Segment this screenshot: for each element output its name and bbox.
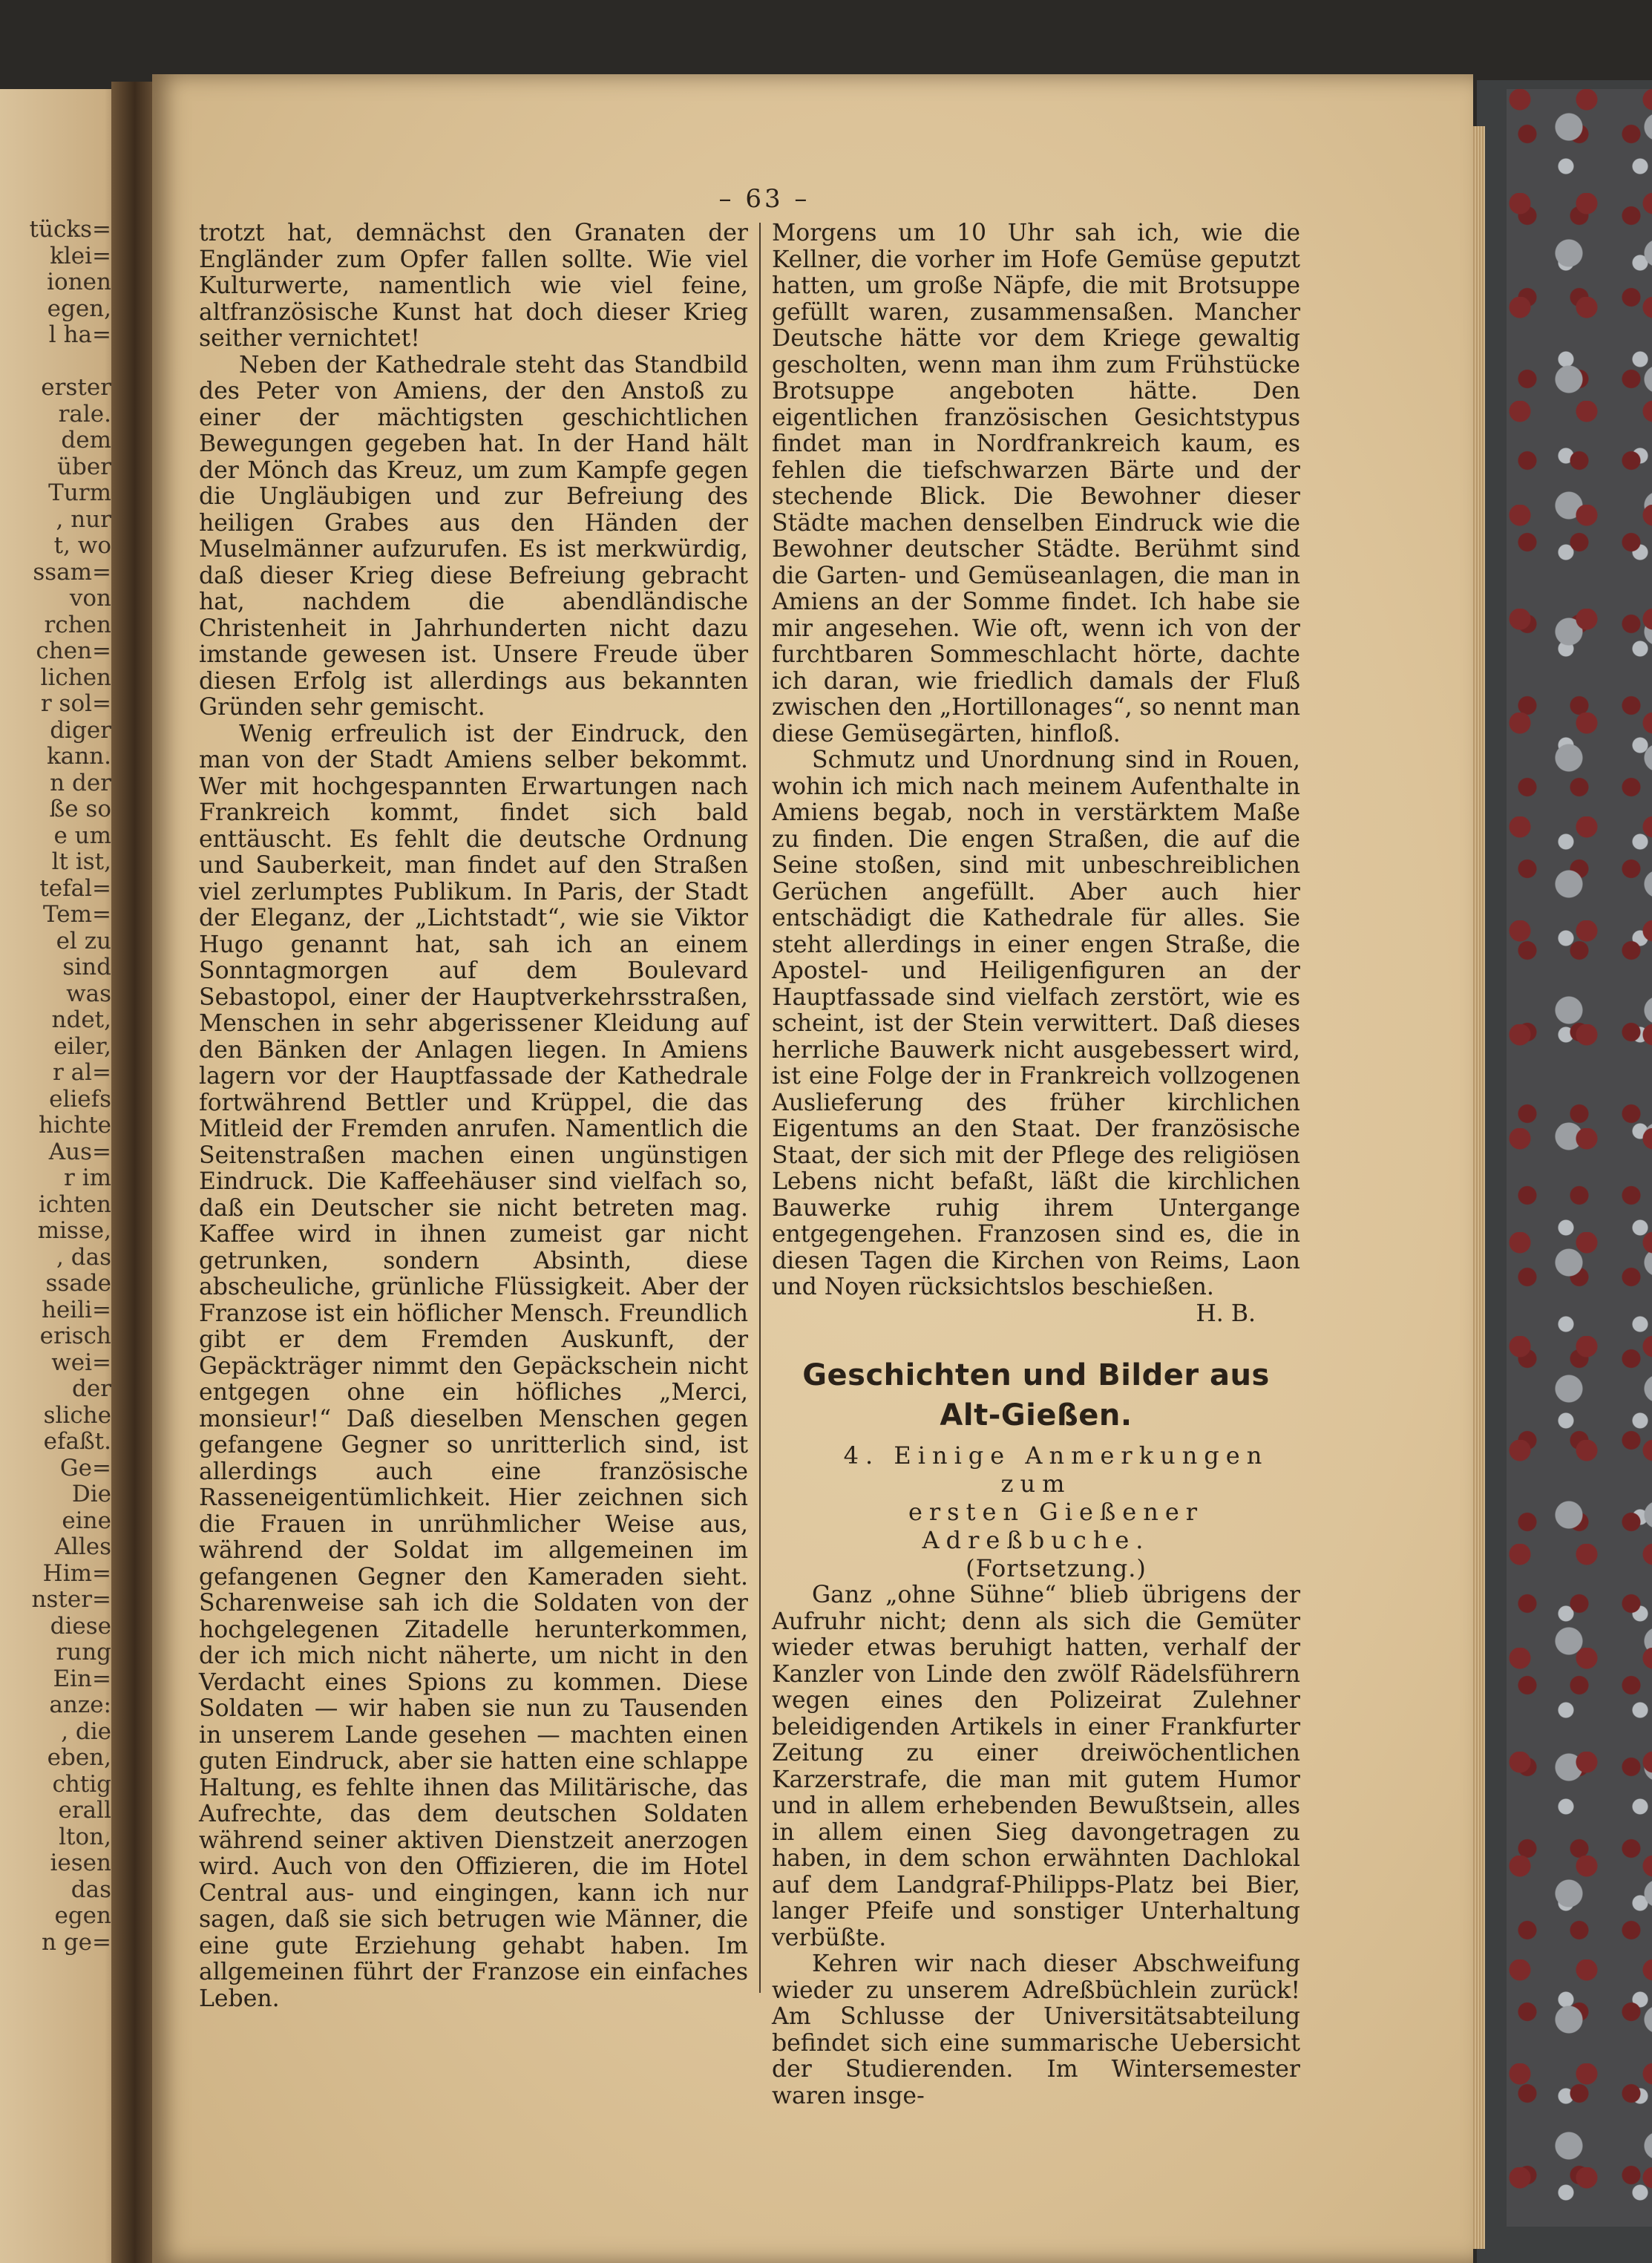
left-page-fragment: , nur [56, 505, 111, 533]
left-page-fragment: lt ist, [51, 848, 111, 875]
left-page-fragment: chen= [36, 638, 111, 664]
paragraph: Kehren wir nach dieser Abschweifung wieder zu unserem Adreßbüchlein zurück! Am Schlusse der Universitätsabteilung befindet sich eine summarische Uebersicht der Studierenden. Im Wintersemester waren insge- [772, 1951, 1300, 2109]
left-page-fragment: rung [56, 1639, 111, 1666]
left-page-fragment: rale. [58, 400, 111, 428]
left-page-fragment: tücks= [29, 217, 111, 243]
left-page-fragment: Tem= [43, 901, 111, 928]
left-column [199, 220, 748, 2012]
left-page-fragment: misse, [37, 1217, 111, 1244]
left-page-fragment: eine [62, 1507, 111, 1534]
paragraph: Neben der Kathedrale steht das Standbild des Peter von Amiens, der den Anstoß zu einer der mächtigsten geschichtlichen Bewegungen gegeben hat. In der Hand hält der Mönch das Kreuz, um zum Kampfe gegen die Ungläubigen und zur Befreiung des heiligen Grabes aus den Händen der Muselmänner aufzurufen. Es ist merkwürdig, daß dieser Krieg diese Befreiung gebracht hat, nachdem die abendländische Christenheit in Jahrhunderten nicht dazu imstande gewesen ist. Unsere Freude über diesen Erfolg ist allerdings aus bekannten Gründen sehr gemischt. [199, 351, 748, 721]
left-page-fragment: t, wo [53, 532, 111, 559]
continuation-note: (Fortsetzung.) [966, 1554, 1147, 1582]
left-page-text-fragments [0, 217, 111, 1956]
left-page-fragment: lichen [40, 664, 111, 691]
left-page-fragment: klei= [50, 242, 111, 269]
left-page-fragment: efaßt. [43, 1428, 111, 1455]
left-page-fragment: sind [62, 954, 111, 980]
subheading-line-2: ersten Gießener Adreßbuche. [908, 1498, 1204, 1554]
left-page-fragment: Turm [48, 479, 111, 506]
left-page-fragment: iesen [50, 1850, 111, 1876]
left-page-fragment: el zu [56, 927, 111, 954]
left-page-fragment: ße so [49, 796, 111, 822]
paragraph: Ganz „ohne Sühne“ blieb übrigens der Aufruhr nicht; denn als sich die Gemüter wieder etwas beruhigt hatten, verhalf der Kanzler von Linde den zwölf Rädelsführern wegen eines den Polizeirat Zulehner beleidigenden Artikels in einer Frankfurter Zeitung zu einer dreiwöchentlichen Karzerstrafe, die man mit gutem Humor und in allem erhebenden Bewußtsein, alles in allem einen Sieg davongetragen zu haben, in dem schon erwähnten Dachlokal auf dem Landgraf-Philipps-Platz bei Bier, langer Pfeife und sonstiger Unterhaltung verbüßte. [772, 1582, 1300, 1951]
left-page-fragment: erall [58, 1797, 111, 1824]
left-page-fragment: anze: [49, 1691, 111, 1718]
left-page-fragment: was [66, 980, 111, 1007]
left-page-fragment: eliefs [49, 1085, 111, 1113]
left-page-fragment: n ge= [42, 1928, 111, 1956]
left-page-fragment: egen, [47, 295, 111, 322]
paragraph: Wenig erfreulich ist der Eindruck, den man von der Stadt Amiens selber bekommt. Wer mit hochgespannten Erwartungen nach Frankreich kommt, findet sich bald enttäuscht. Es fehlt die deutsche Ordnung und Sauberkeit, man findet auf den Straßen viel zerlumptes Publikum. In Paris, der Stadt der Eleganz, der „Lichtstadt“, wie sie Viktor Hugo genannt hat, sah ich an einem Sonntagmorgen auf dem Boulevard Sebastopol, einer der Hauptverkehrsstraßen, Menschen in sehr abgerissener Kleidung auf den Bänken der Anlagen liegen. In Amiens lagern vor der Hauptfassade der Kathedrale fortwährend Bettler und Krüppel, die das Mitleid der Fremden anrufen. Namentlich die Seitenstraßen machen einen ungünstigen Eindruck. Die Kaffeehäuser sind vielfach so, daß ein Deutscher sie nicht betreten mag. Kaffee wird in ihnen zumeist gar nicht getrunken, sondern Absinth, diese abscheuliche, grünliche Flüssigkeit. Aber der Franzose ist ein höflicher Mensch. Freundlich gibt er dem Fremden Auskunft, der Gepäckträger nimmt den Gepäckschein nicht entgegen ohne ein höfliches „Merci, monsieur!“ Daß dieselben Menschen gegen gefangene Gegner so unritterlich sind, ist allerdings auch eine französische Rasseneigentümlichkeit. Hier zeichnen sich die Frauen in unrühmlicher Weise aus, während der Soldat im allgemeinen im gefangenen Gegner den Kameraden sieht. Scharenweise sah ich die Soldaten von der hochgelegenen Zitadelle herunterkommen, der ich mich nicht näherte, um nicht in den Verdacht eines Spions zu kommen. Diese Soldaten — wir haben sie nun zu Tausenden in unserem Lande gesehen — machten einen guten Eindruck, aber sie hatten eine schlappe Haltung, es fehlte ihnen das Militärische, das Aufrechte, das dem deutschen Soldaten während seiner aktiven Dienstzeit anerzogen wird. Auch von den Offizieren, die im Hotel Central aus- und eingingen, kann ich nur sagen, daß sie sich betrugen wie Männer, die eine gute Erziehung gehabt haben. Im allgemeinen führt der Franzose ein einfaches Leben. [199, 720, 748, 2012]
left-page-fragment: Alles [54, 1533, 111, 1560]
page-number: – 63 – [718, 184, 810, 214]
left-page-fragment: erster [41, 374, 111, 401]
paragraph: Morgens um 10 Uhr sah ich, wie die Kellner, die vorher im Hofe Gemüse geputzt hatten, um große Näpfe, die mit Brotsuppe gefüllt waren, zusammensaßen. Mancher Deutsche hätte vor dem Kriege gewaltig gescholten, wenn man ihm zum Frühstücke Brotsuppe angeboten hätte. Den eigentlichen französischen Gesichtstypus findet man in Nordfrankreich kaum, es fehlen die tiefschwarzen Bärte und der stechende Blick. Die Bewohner dieser Städte machen denselben Eindruck wie die Bewohner deutscher Städte. Berühmt sind die Garten- und Gemüseanlagen, die man in Amiens an der Somme findet. Ich habe sie mir angesehen. Wie oft, wenn ich von der furchtbaren Sommeschlacht hörte, dachte ich daran, wie friedlich damals der Fluß zwischen den „Hortillonages“, so nennt man diese Gemüsegärten, hinfloß. [772, 220, 1300, 747]
left-page-fragment: kann. [46, 743, 111, 770]
left-page-fragment: hichte [38, 1112, 111, 1139]
left-page-fragment: chtig [52, 1770, 111, 1798]
left-page-fragment: Ein= [53, 1665, 111, 1692]
left-page-fragment: dem [61, 427, 111, 453]
left-page-fragment [0, 349, 111, 376]
left-page-fragment: Ge= [59, 1454, 111, 1481]
left-page-fragment: , das [56, 1243, 111, 1271]
left-page-fragment: über [57, 453, 111, 480]
left-page-fragment: ssam= [33, 558, 111, 586]
left-page-fragment: Him= [42, 1559, 111, 1587]
left-page-fragment: der [71, 1375, 111, 1402]
left-page-fragment: wei= [51, 1349, 111, 1376]
left-page-fragment: n der [50, 769, 111, 796]
left-page-fragment: tefal= [39, 874, 111, 902]
left-page-fragment: lton, [59, 1823, 111, 1850]
left-page-fragment: r im [64, 1165, 111, 1191]
left-page-fragment: Aus= [48, 1138, 111, 1165]
subheading-line-1: 4. Einige Anmerkungen zum [843, 1441, 1269, 1498]
left-page-fragment: , die [61, 1717, 111, 1745]
left-page-fragment: ndet, [51, 1006, 111, 1033]
left-page-fragment: Die [71, 1481, 111, 1507]
left-page-fragment: von [69, 585, 111, 612]
left-page-fragment: ichten [38, 1191, 111, 1218]
left-page-fragment: rchen [44, 611, 111, 638]
paragraph: trotzt hat, demnächst den Granaten der Engländer zum Opfer fallen sollte. Wie viel Kulturwerte, namentlich wie viel feine, altfranzösische Kunst hat doch dieser Krieg seither vernichtet! [199, 220, 748, 352]
section-heading: Geschichten und Bilder aus Alt-Gießen. [802, 1358, 1270, 1432]
left-page-fragment: heili= [41, 1296, 111, 1323]
left-page-fragment: eiler, [53, 1032, 111, 1060]
left-page-fragment: sliche [43, 1401, 111, 1429]
marbled-endpaper [1507, 89, 1652, 2227]
left-page-fragment: r sol= [40, 690, 111, 717]
left-page-fragment: egen [54, 1902, 111, 1929]
left-page-fragment: das [71, 1876, 111, 1903]
left-page-fragment: diese [50, 1612, 111, 1640]
left-page-fragment: r al= [52, 1059, 111, 1086]
left-page-fragment: nster= [31, 1586, 111, 1613]
left-page-fragment: l ha= [48, 321, 111, 348]
paragraph: Schmutz und Unordnung sind in Rouen, wohin ich mich nach meinem Aufenthalte in Amiens begab, noch in verstärktem Maße zu finden. Die engen Straßen, die auf die Seine stoßen, sind mit unbeschreiblichen Gerüchen angefüllt. Aber auch hier entschädigt die Kathedrale für alles. Sie steht allerdings in einer engen Straße, die Apostel- und Heiligenfiguren an der Hauptfassade sind vielfach zerstört, wie es scheint, ist der Stein verwittert. Daß dieses herrliche Bauwerk nicht ausgebessert wird, ist eine Folge der in Frankreich vollzogenen Auslieferung des früher kirchlichen Eigentums an den Staat. Der französische Staat, der sich mit der Pflege des religiösen Lebens nicht befaßt, läßt die kirchlichen Bauwerke ruhig ihrem Untergange entgegengehen. Franzosen sind es, die in diesen Tagen die Kirchen von Reims, Laon und Noyen rücksichtslos beschießen. [772, 747, 1300, 1300]
left-page-fragment: ionen [47, 269, 111, 295]
left-page-fragment: e um [53, 822, 111, 849]
left-page-fragment: diger [50, 716, 111, 744]
right-column [772, 220, 1300, 2109]
left-page-fragment: eben, [47, 1744, 111, 1771]
author-signature: H. B. [1196, 1300, 1256, 1327]
column-divider [759, 223, 761, 1993]
left-page-fragment: erisch [39, 1323, 111, 1349]
left-page-fragment: ssade [45, 1270, 111, 1297]
